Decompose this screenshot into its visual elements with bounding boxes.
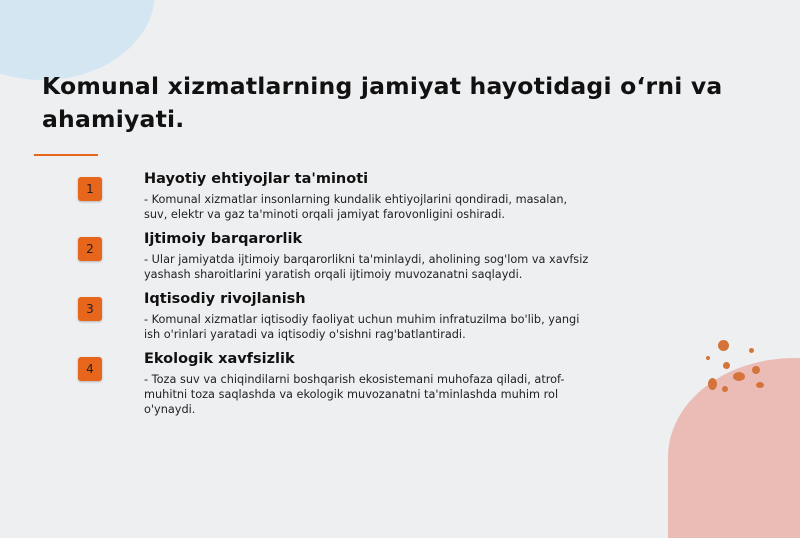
item-description: - Komunal xizmatlar iqtisodiy faoliyat uchun muhim infratuzilma bo'lib, yangi ish o'rinlari yaratadi va iqtisodiy o'sishni rag'batlantiradi. (144, 313, 580, 341)
item-number-badge: 3 (78, 297, 102, 321)
item-number-badge: 2 (78, 237, 102, 261)
item-title: Iqtisodiy rivojlanish (144, 291, 306, 307)
item-title: Ijtimoiy barqarorlik (144, 231, 303, 247)
item-number-badge: 4 (78, 357, 102, 381)
slide-title: Komunal xizmatlarning jamiyat hayotidagi o‘rni va ahamiyati. (42, 72, 723, 133)
item-description: - Komunal xizmatlar insonlarning kundalik ehtiyojlarini qondiradi, masalan, suv, elektr va gaz ta'minoti orqali jamiyat farovonligini oshiradi. (144, 193, 568, 221)
item-number-badge: 1 (78, 177, 102, 201)
item-description: - Toza suv va chiqindilarni boshqarish ekosistemani muhofaza qiladi, atrof-muhitni toza saqlashda va ekologik muvozanatni ta'minlashda muhim rol o'ynaydi. (144, 373, 565, 416)
decorative-blob-top-left (0, 0, 155, 80)
decorative-blob-bottom-right (668, 358, 800, 538)
item-title: Ekologik xavfsizlik (144, 351, 295, 367)
item-description: - Ular jamiyatda ijtimoiy barqarorlikni ta'minlaydi, aholining sog'lom va xavfsiz yashash sharoitlarini yaratish orqali ijtimoiy muvozanatni saqlaydi. (144, 253, 589, 281)
title-underline (34, 154, 98, 156)
item-title: Hayotiy ehtiyojlar ta'minoti (144, 171, 369, 187)
